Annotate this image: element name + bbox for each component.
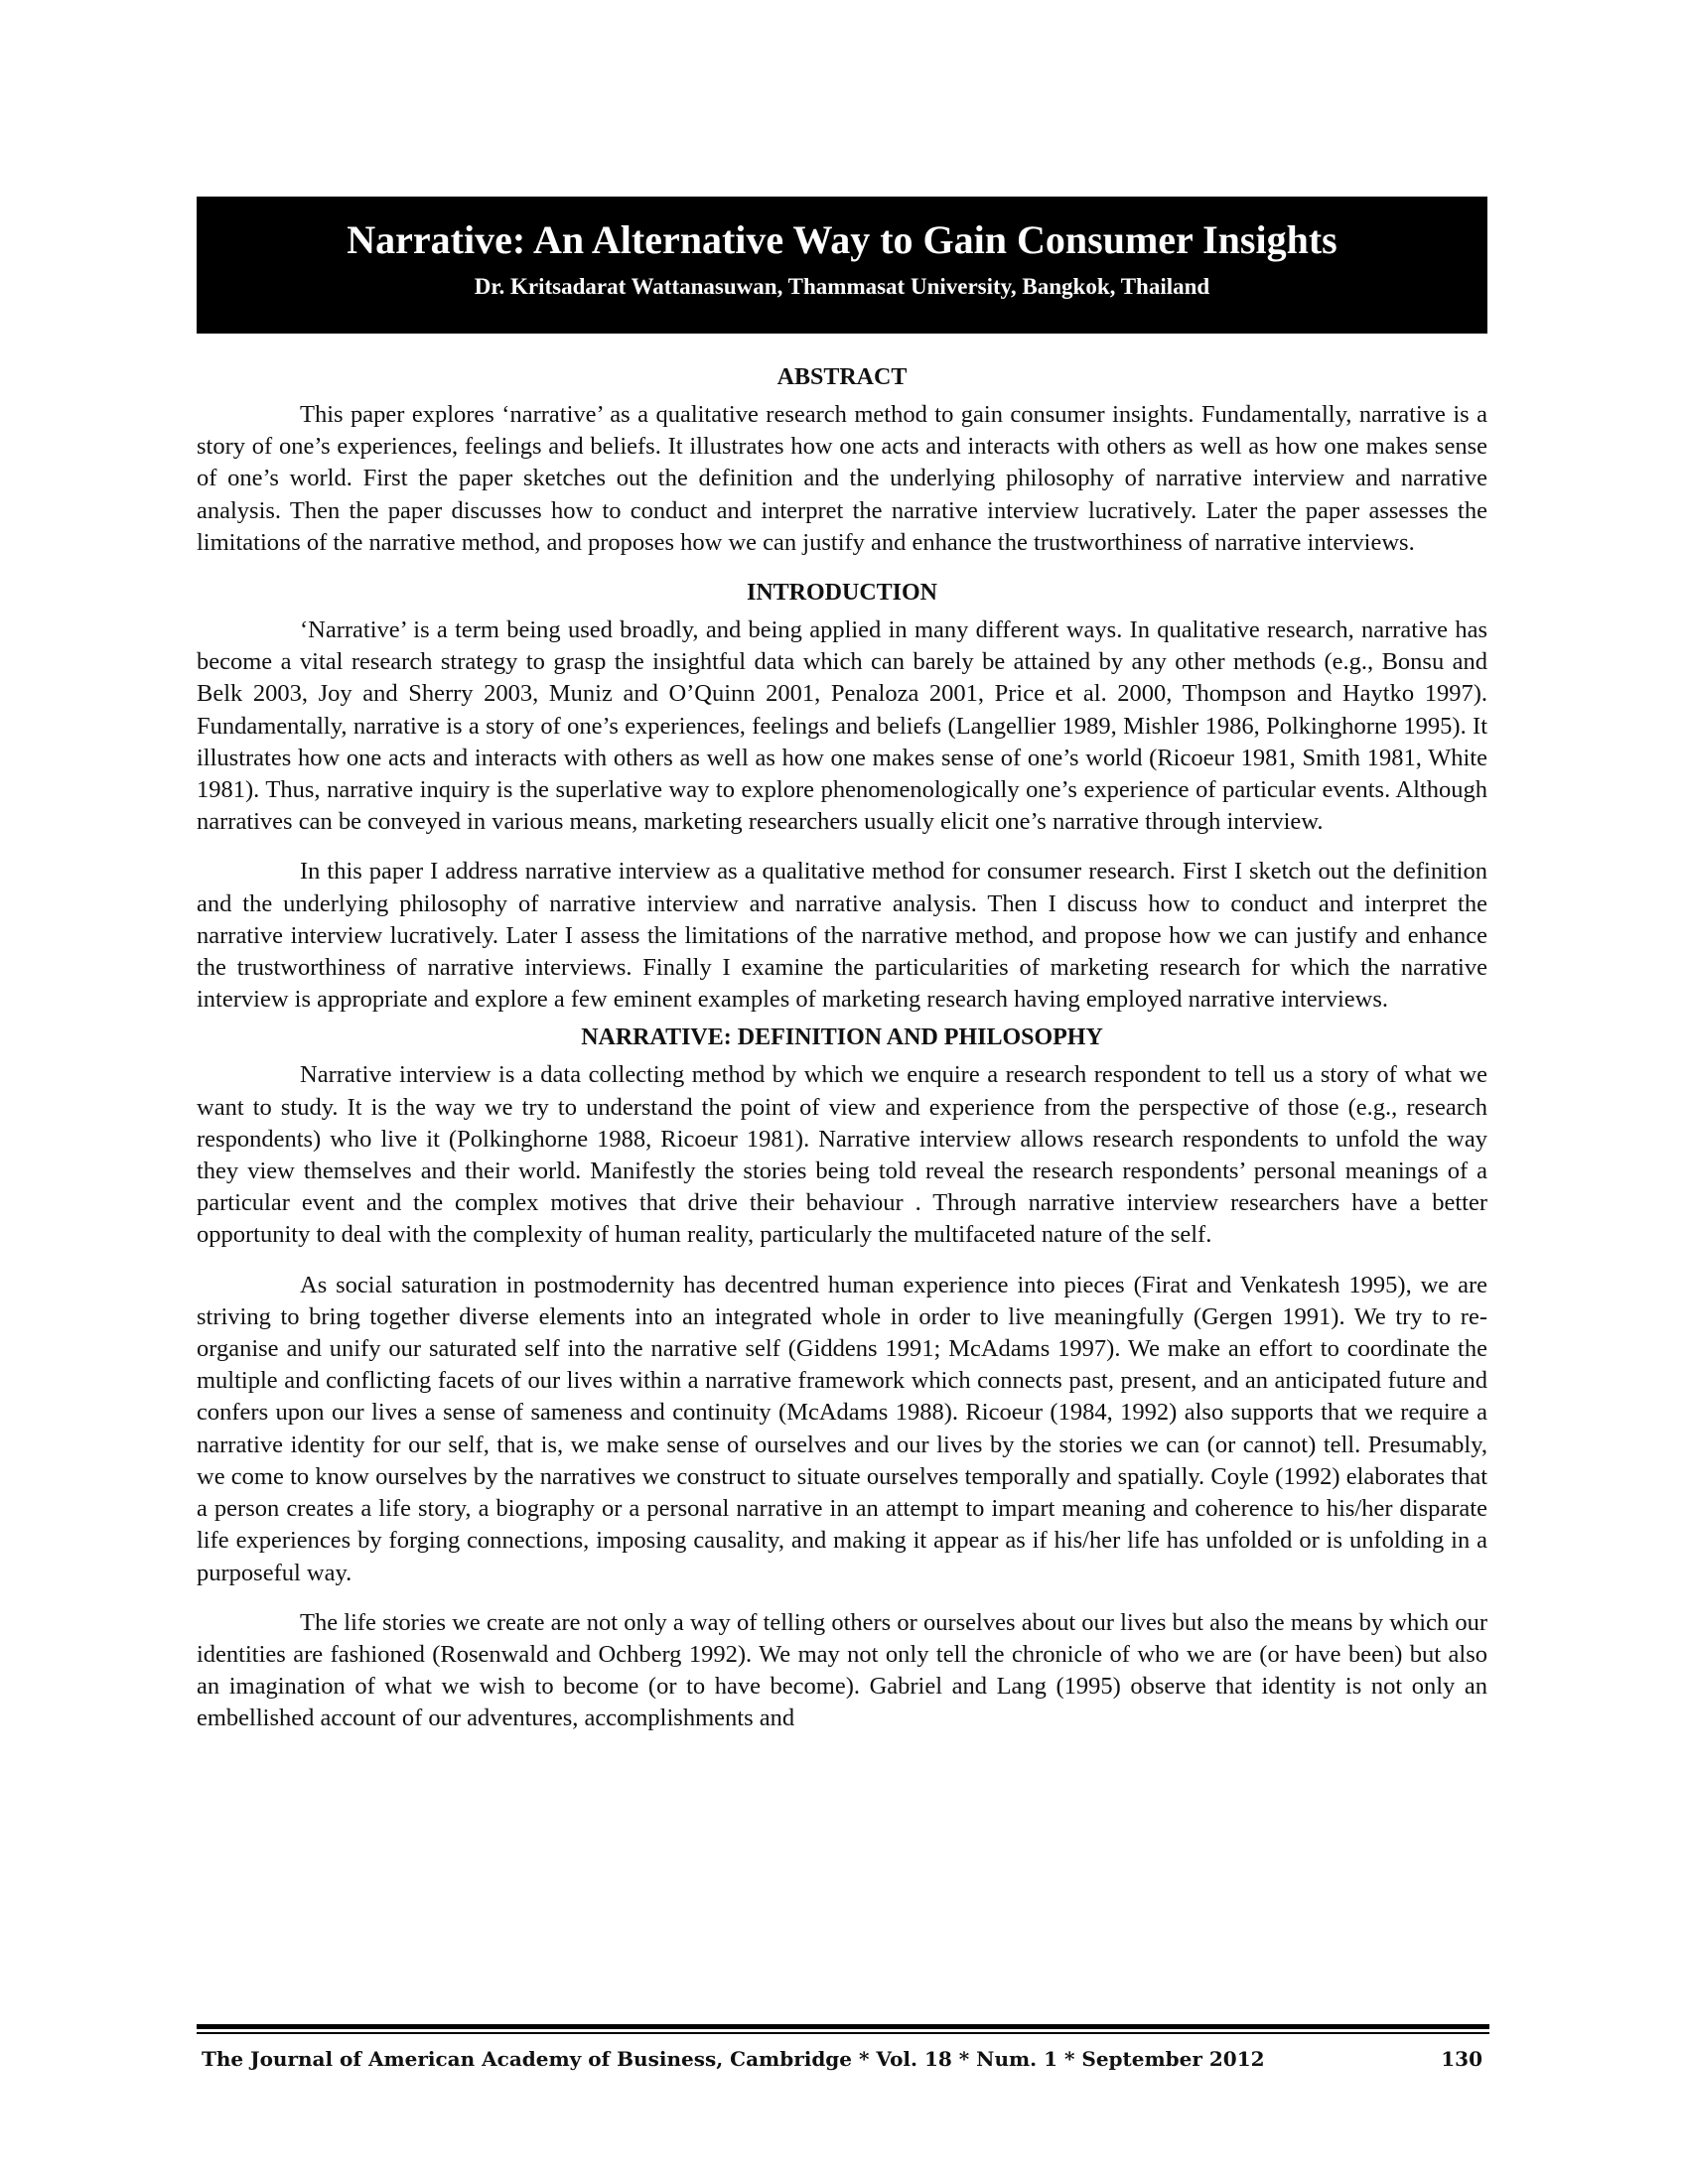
definition-section [197,1022,1487,1734]
paper-title: Narrative: An Alternative Way to Gain Consumer Insights [347,217,1337,262]
author-line: Dr. Kritsadarat Wattanasuwan, Thammasat University, Bangkok, Thailand [474,274,1210,299]
journal-citation: The Journal of American Academy of Business, Cambridge * Vol. 18 * Num. 1 * September 2012 [202,2047,1265,2071]
definition-paragraph-1: Narrative interview is a data collecting method by which we enquire a research respondent to tell us a story of what we want to study. It is the way we try to understand the point of view and experience from the perspective of those (e.g., research respondents) who live it (Polkinghorne 1988, Ricoeur 1981). Narrative interview allows research respondents to unfold the way they view themselves and their world. Manifestly the stories being told reveal the research respondents’ personal meanings of a particular event and the complex motives that drive their behaviour . Through narrative interview researchers have a better opportunity to deal with the complexity of human reality, particularly the multifaceted nature of the self. [197,1061,1487,1249]
footer-rule-thin [197,2032,1489,2034]
page-number: 130 [1441,2047,1482,2071]
definition-heading: NARRATIVE: DEFINITION AND PHILOSOPHY [581,1024,1103,1051]
definition-paragraph-2: As social saturation in postmodernity has decentred human experience into pieces (Firat and Venkatesh 1995), we are striving to bring together diverse elements into an integrated whole in order to live meaningfully (Gergen 1991). We try to re-organise and unify our saturated self into the narrative self (Giddens 1991; McAdams 1997). We make an effort to coordinate the multiple and conflicting facets of our lives within a narrative framework which connects past, present, and an anticipated future and confers upon our lives a sense of sameness and continuity (McAdams 1988). Ricoeur (1984, 1992) also supports that we require a narrative identity for our self, that is, we make sense of ourselves and our lives by the stories we can (or cannot) tell. Presumably, we come to know ourselves by the narratives we construct to situate ourselves temporally and spatially. Coyle (1992) elaborates that a person creates a life story, a biography or a personal narrative in an attempt to impart meaning and coherence to his/her disparate life experiences by forging connections, imposing causality, and making it appear as if his/her life has unfolded or is unfolding in a purposeful way. [197,1271,1487,1586]
abstract-text: This paper explores ‘narrative’ as a qualitative research method to gain consumer insights. Fundamentally, narrative is a story of one’s experiences, feelings and beliefs. It illustrates how one acts and interacts with others as well as how one makes sense of one’s world. First the paper sketches out the definition and the underlying philosophy of narrative interview and narrative analysis. Then the paper discusses how to conduct and interpret the narrative interview lucratively. Later the paper assesses the limitations of the narrative method, and proposes how we can justify and enhance the trustworthiness of narrative interviews. [197,401,1487,556]
introduction-paragraph-1: ‘Narrative’ is a term being used broadly, and being applied in many different ways. In qualitative research, narrative has become a vital research strategy to grasp the insightful data which can barely be attained by any other methods (e.g., Bonsu and Belk 2003, Joy and Sherry 2003, Muniz and O’Quinn 2001, Penaloza 2001, Price et al. 2000, Thompson and Haytko 1997). Fundamentally, narrative is a story of one’s experiences, feelings and beliefs (Langellier 1989, Mishler 1986, Polkinghorne 1995). It illustrates how one acts and interacts with others as well as how one makes sense of one’s world (Ricoeur 1981, Smith 1981, White 1981). Thus, narrative inquiry is the superlative way to explore phenomenologically one’s experience of particular events. Although narratives can be conveyed in various means, marketing researchers usually elicit one’s narrative through interview. [197,616,1487,836]
footer-divider [197,2024,1489,2034]
introduction-heading: INTRODUCTION [746,580,938,607]
paper-page [197,197,1487,1735]
definition-paragraph-3: The life stories we create are not only a way of telling others or ourselves about our lives but also the means by which our identities are fashioned (Rosenwald and Ochberg 1992). We may not only tell the chronicle of who we are (or have been) but also an imagination of what we wish to become (or to have become). Gabriel and Lang (1995) observe that identity is not only an embellished account of our adventures, accomplishments and [197,1608,1487,1732]
abstract-section [197,361,1487,559]
title-banner [197,197,1487,334]
introduction-paragraph-2: In this paper I address narrative interview as a qualitative method for consumer research. First I sketch out the definition and the underlying philosophy of narrative interview and narrative analysis. Then I discuss how to conduct and interpret the narrative interview lucratively. Later I assess the limitations of the narrative method, and propose how we can justify and enhance the trustworthiness of narrative interviews. Finally I examine the particularities of marketing research for which the narrative interview is appropriate and explore a few eminent examples of marketing research having employed narrative interviews. [197,858,1487,1014]
page-footer [202,2047,1482,2071]
abstract-heading: ABSTRACT [776,364,908,390]
introduction-section [197,577,1487,1016]
footer-rule-thick [197,2024,1489,2029]
